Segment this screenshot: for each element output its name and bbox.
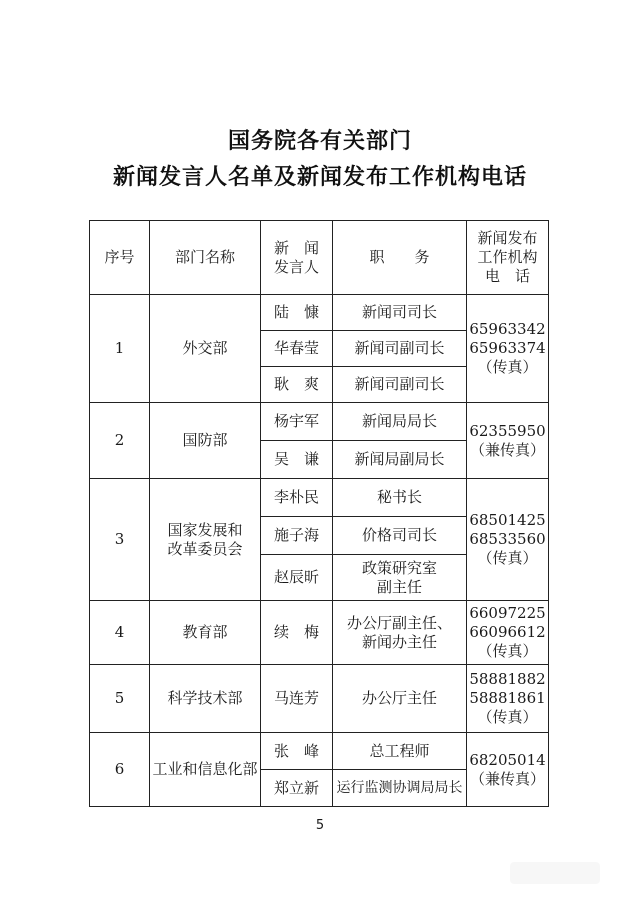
phone-number: 65963374: [469, 339, 546, 357]
watermark-mark: [510, 862, 600, 884]
document-title-line2: 新闻发言人名单及新闻发布工作机构电话: [112, 165, 527, 190]
row-department: 国防部: [150, 403, 261, 479]
spokesperson-name: 郑立新: [261, 770, 333, 807]
position-line2: 新闻办主任: [361, 632, 437, 651]
phone-number: 58881861: [469, 689, 546, 707]
spokesperson-name: 李朴民: [261, 479, 333, 517]
spokesperson-position: 办公厅主任: [333, 665, 467, 733]
row-phone: [467, 403, 549, 479]
spokesperson-name: 陆 慷: [261, 295, 333, 331]
spokesperson-position: 新闻司司长: [333, 295, 467, 331]
header-index: 序号: [90, 221, 150, 295]
row-phone: [467, 733, 549, 807]
header-spokesperson-line2: 发言人: [273, 257, 319, 276]
phone-note: （传真）: [477, 358, 538, 376]
phone-note: （兼传真）: [469, 440, 545, 459]
spokesperson-position: 新闻司副司长: [333, 331, 467, 367]
spokesperson-position: 价格司司长: [333, 517, 467, 555]
row-index: 6: [90, 733, 150, 807]
table-row: [90, 295, 549, 331]
header-phone: [467, 221, 549, 295]
spokesperson-name: 耿 爽: [261, 367, 333, 403]
table-row: [90, 601, 549, 665]
row-department: 科学技术部: [150, 665, 261, 733]
department-line2: 改革委员会: [167, 539, 243, 558]
phone-note: （传真）: [477, 549, 538, 567]
row-department: [150, 479, 261, 601]
phone-number: 66097225: [469, 604, 546, 622]
row-phone: [467, 479, 549, 601]
spokesperson-position: 总工程师: [333, 733, 467, 770]
position-line1: 政策研究室: [361, 558, 437, 577]
spokesperson-position: [333, 601, 467, 665]
row-index: 5: [90, 665, 150, 733]
phone-number: 62355950: [469, 421, 546, 440]
table-row: [90, 479, 549, 517]
spokesperson-name: 赵辰昕: [261, 555, 333, 601]
row-index: 3: [90, 479, 150, 601]
row-index: 1: [90, 295, 150, 403]
row-index: 2: [90, 403, 150, 479]
spokesperson-position: 运行监测协调局局长: [333, 770, 467, 807]
phone-note: （兼传真）: [469, 769, 545, 788]
row-phone: [467, 601, 549, 665]
header-phone-line2: 工作机构: [477, 248, 538, 266]
spokesperson-name: 杨宇军: [261, 403, 333, 441]
phone-number: 68501425: [469, 511, 546, 529]
spokesperson-name: 吴 谦: [261, 441, 333, 479]
table-header-row: [90, 221, 549, 295]
spokesperson-name: 续 梅: [261, 601, 333, 665]
phone-number: 68533560: [469, 530, 546, 548]
spokesperson-position: [333, 555, 467, 601]
spokesperson-position: 新闻局副局长: [333, 441, 467, 479]
spokesperson-table: [89, 220, 549, 807]
table-row: [90, 665, 549, 733]
phone-number: 65963342: [469, 320, 546, 338]
spokesperson-name: 张 峰: [261, 733, 333, 770]
header-phone-line1: 新闻发布: [477, 229, 538, 247]
spokesperson-position: 新闻局局长: [333, 403, 467, 441]
row-department: 工业和信息化部: [150, 733, 261, 807]
spokesperson-position: 新闻司副司长: [333, 367, 467, 403]
row-department: 外交部: [150, 295, 261, 403]
table-row: [90, 403, 549, 441]
header-position: 职 务: [333, 221, 467, 295]
header-department: 部门名称: [150, 221, 261, 295]
phone-note: （传真）: [477, 642, 538, 660]
document-title-line1: 国务院各有关部门: [227, 129, 412, 154]
spokesperson-name: 华春莹: [261, 331, 333, 367]
department-line1: 国家发展和: [167, 520, 243, 539]
position-line1: 办公厅副主任、: [346, 613, 452, 632]
header-spokesperson: [261, 221, 333, 295]
spokesperson-name: 马连芳: [261, 665, 333, 733]
position-line2: 副主任: [376, 577, 422, 596]
header-spokesperson-line1: 新 闻: [273, 238, 319, 257]
spokesperson-name: 施子海: [261, 517, 333, 555]
header-phone-line3: 电 话: [484, 267, 530, 285]
phone-number: 66096612: [469, 623, 546, 641]
phone-number: 58881882: [469, 670, 546, 688]
row-phone: [467, 665, 549, 733]
row-index: 4: [90, 601, 150, 665]
page-number: 5: [315, 818, 325, 833]
phone-number: 68205014: [469, 750, 546, 769]
spokesperson-position: 秘书长: [333, 479, 467, 517]
table-row: [90, 733, 549, 770]
row-department: 教育部: [150, 601, 261, 665]
phone-note: （传真）: [477, 708, 538, 726]
row-phone: [467, 295, 549, 403]
